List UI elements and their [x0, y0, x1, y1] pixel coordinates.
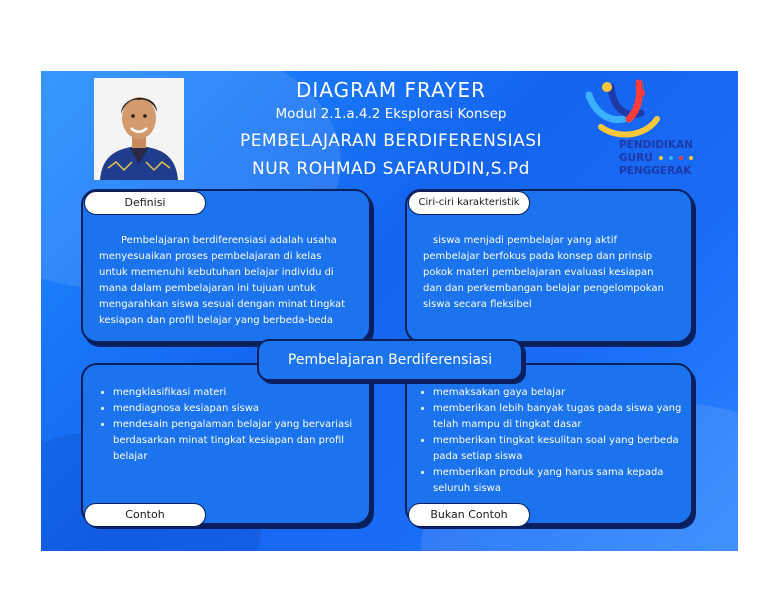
logo-dots	[659, 156, 699, 162]
non-example-item: • memberikan lebih banyak tugas pada siswa yang telah mampu di tingkat dasar	[433, 401, 691, 433]
characteristics-label: Ciri-ciri karakteristik	[408, 191, 530, 215]
logo-mark-icon	[581, 79, 721, 145]
logo-line-2: GURU	[619, 152, 653, 164]
author-photo	[94, 78, 184, 180]
poster-title: DIAGRAM FRAYER	[296, 78, 486, 102]
example-item: • mendesain pengalaman belajar yang bervariasi berdasarkan minat tingkat kesiapan dan profil belajar	[113, 417, 371, 465]
non-examples-box	[405, 363, 693, 525]
definition-text: Pembelajaran berdiferensiasi adalah usaha menyesuaikan proses pembelajaran di kelas untuk memenuhi kebutuhan belajar individu di mana dalam pembelajaran ini tujuan untuk mengarahkan siswa sesuai dengan minat tingkat kesiapan dan profil belajar yang berbeda-beda	[99, 235, 346, 326]
examples-box	[81, 363, 371, 525]
definition-label: Definisi	[84, 191, 206, 215]
non-examples-label: Bukan Contoh	[408, 503, 530, 527]
author-name: NUR ROHMAD SAFARUDIN,S.Pd	[252, 159, 530, 179]
guru-penggerak-logo	[581, 79, 721, 189]
center-concept: Pembelajaran Berdiferensiasi	[257, 339, 523, 381]
logo-line-1: PENDIDIKAN	[619, 139, 693, 151]
concept-title: PEMBELAJARAN BERDIFERENSIASI	[239, 131, 543, 151]
example-item: • mendiagnosa kesiapan siswa	[113, 401, 371, 417]
example-item: • mengklasifikasi materi	[113, 385, 371, 401]
non-example-item: • memberikan produk yang harus sama kepada seluruh siswa	[433, 465, 691, 497]
logo-line-3: PENGGERAK	[619, 165, 692, 177]
examples-label: Contoh	[84, 503, 206, 527]
non-example-item: • memaksakan gaya belajar	[433, 385, 691, 401]
characteristics-text: siswa menjadi pembelajar yang aktif pembelajar berfokus pada konsep dan prinsip pokok materi pembelajaran evaluasi kesiapan dan dan perkembangan belajar pengelompokan siswa secara fleksibel	[423, 235, 664, 310]
non-example-item: • memberikan tingkat kesulitan soal yang berbeda pada setiap siswa	[433, 433, 691, 465]
frayer-poster	[41, 71, 738, 551]
module-subtitle: Modul 2.1.a.4.2 Eksplorasi Konsep	[275, 106, 507, 122]
